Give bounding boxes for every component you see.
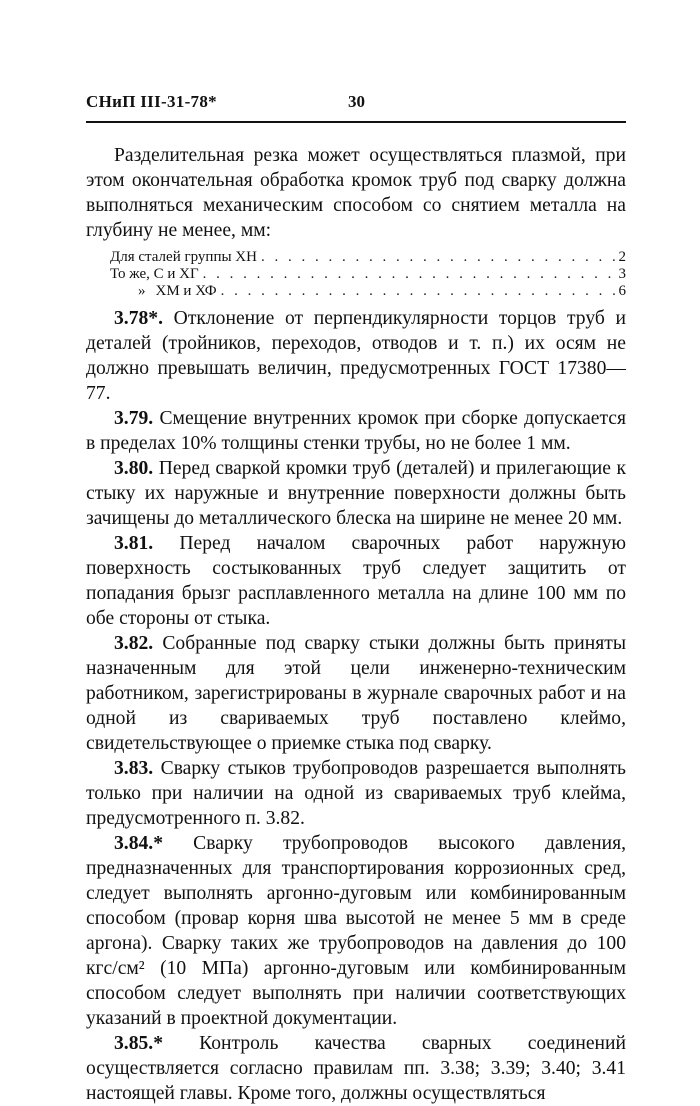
clause-number: 3.80. <box>114 458 154 479</box>
clause-number: 3.81. <box>114 533 154 554</box>
clause-number: 3.78*. <box>114 308 163 329</box>
clause-text: Собранные под сварку стыки должны быть приняты назначенным для этой цели инженерно-техническим работником, зарегистрированы в журнале сварочных работ и на одной из свариваемых труб поставлено клеймо, свидетельствующее о приемке стыка под сварку. <box>86 633 626 754</box>
clause-3-81 <box>86 531 626 631</box>
clause-text: Контроль качества сварных соединений осуществляется согласно правилам пп. 3.38; 3.39; 3.40; 3.41 настоящей главы. Кроме того, должны осуществляться <box>86 1033 626 1104</box>
list-item-value: 2 <box>618 249 626 265</box>
clause-text: Сварку трубопроводов высокого давления, предназначенных для транспортирования коррозионных сред, следует выполнять аргонно-дуговым или комбинированным способом (провар корня шва высотой не менее 5 мм в среде аргона). Сварку таких же трубопроводов на давления до 100 кгс/см² (10 МПа) аргонно-дуговым или комбинированным способом следует выполнять при наличии соответствующих указаний в проектной документации. <box>86 833 626 1029</box>
list-item-label-group <box>110 283 217 300</box>
clause-number: 3.79. <box>114 408 154 429</box>
list-item-label: То же, С и ХГ <box>110 266 199 282</box>
leader-dots <box>203 266 615 283</box>
clause-3-79 <box>86 406 626 456</box>
document-code: СНиП III-31-78* <box>86 92 217 111</box>
page-body <box>86 143 626 1106</box>
leader-dots <box>261 249 615 266</box>
clause-number: 3.85.* <box>114 1033 163 1054</box>
clause-3-84 <box>86 831 626 1031</box>
clause-text: Отклонение от перпендикулярности торцов труб и деталей (тройников, переходов, отводов и т. п.) их осям не должно превышать величин, предусмотренных ГОСТ 17380—77. <box>86 308 626 404</box>
clause-number: 3.83. <box>114 758 154 779</box>
header-rule <box>86 121 626 123</box>
clause-3-82 <box>86 631 626 756</box>
clause-text: Смещение внутренних кромок при сборке допускается в пределах 10% толщины стенки трубы, но не более 1 мм. <box>86 408 626 454</box>
list-item-label: Для сталей группы ХН <box>110 249 257 265</box>
list-item <box>110 283 626 300</box>
clause-number: 3.84.* <box>114 833 163 854</box>
list-item-label: ХМ и ХФ <box>155 283 217 299</box>
ditto-mark: » <box>138 283 146 299</box>
intro-paragraph: Разделительная резка может осуществляться плазмой, при этом окончательная обработка кромок труб под сварку должна выполняться механическим способом со снятием металла на глубину не менее, мм: <box>86 145 626 241</box>
clause-number: 3.82. <box>114 633 154 654</box>
list-item <box>110 266 626 283</box>
leader-dots <box>221 283 615 300</box>
list-item <box>110 249 626 266</box>
page-number: 30 <box>348 92 365 111</box>
depth-list <box>110 249 626 300</box>
list-item-value: 6 <box>618 283 626 299</box>
clause-text: Сварку стыков трубопроводов разрешается выполнять только при наличии на одной из свариваемых труб клейма, предусмотренного п. 3.82. <box>86 758 626 829</box>
clause-3-85 <box>86 1031 626 1106</box>
clause-3-78 <box>86 306 626 406</box>
page-header <box>86 92 626 122</box>
list-item-value: 3 <box>618 266 626 282</box>
clause-3-83 <box>86 756 626 831</box>
clause-text: Перед началом сварочных работ наружную поверхность состыкованных труб следует защитить от попадания брызг расплавленного металла на длине 100 мм по обе стороны от стыка. <box>86 533 626 629</box>
clause-text: Перед сваркой кромки труб (деталей) и прилегающие к стыку их наружные и внутренние поверхности должны быть зачищены до металлического блеска на ширине не менее 20 мм. <box>86 458 626 529</box>
clause-3-80 <box>86 456 626 531</box>
